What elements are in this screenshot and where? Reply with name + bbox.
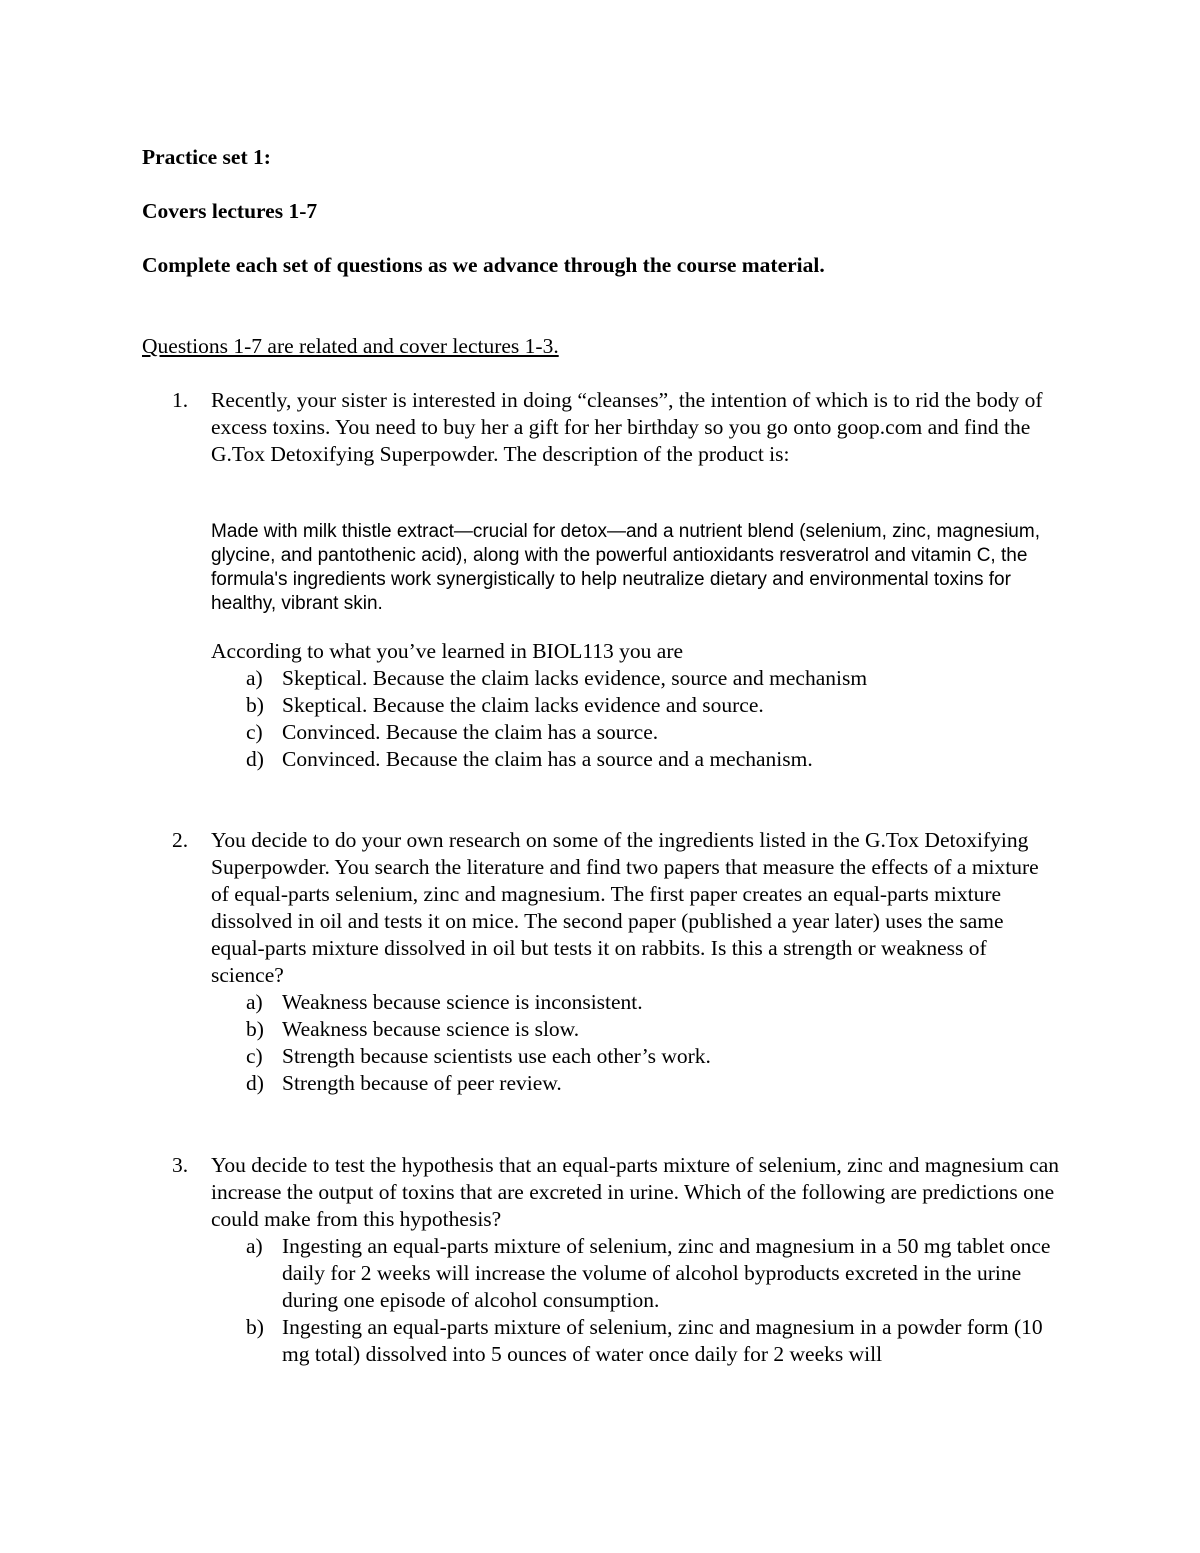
option-letter: a): [246, 1234, 263, 1258]
option-d[interactable]: [246, 1070, 1066, 1097]
question-text: Recently, your sister is interested in doing “cleanses”, the intention of which is to rid the body of excess toxins. You need to buy her a gift for her birthday so you go onto goop.com and find the G.Tox Detoxifying Superpowder. The description of the product is:: [211, 388, 1043, 466]
section-title: Questions 1-7 are related and cover lectures 1-3.: [142, 334, 559, 358]
coverage-line: Covers lectures 1-7: [142, 199, 318, 223]
question-number: 3.: [172, 1153, 189, 1177]
option-letter: b): [246, 1017, 264, 1041]
option-text: Skeptical. Because the claim lacks evidence, source and mechanism: [282, 666, 868, 690]
option-text: Weakness because science is slow.: [282, 1017, 580, 1041]
question-number: 1.: [172, 388, 189, 412]
option-text: Ingesting an equal-parts mixture of selenium, zinc and magnesium in a 50 mg tablet once daily for 2 weeks will increase the volume of alcohol byproducts excreted in the urine during one episode of alcohol consumption.: [282, 1234, 1051, 1312]
option-c[interactable]: [246, 1043, 1066, 1070]
option-text: Convinced. Because the claim has a source.: [282, 720, 659, 744]
option-letter: a): [246, 666, 263, 690]
option-letter: a): [246, 990, 263, 1014]
question-text: You decide to test the hypothesis that an equal-parts mixture of selenium, zinc and magnesium can increase the output of toxins that are excreted in urine. Which of the following are predictions one could make from this hypothesis?: [211, 1153, 1060, 1231]
option-letter: c): [246, 720, 263, 744]
option-text: Weakness because science is inconsistent.: [282, 990, 643, 1014]
option-letter: d): [246, 747, 264, 771]
question-text: You decide to do your own research on some of the ingredients listed in the G.Tox Detoxifying Superpowder. You search the literature and find two papers that measure the effects of a mixture of equal-parts selenium, zinc and magnesium. The first paper creates an equal-parts mixture dissolved in oil and tests it on mice. The second paper (published a year later) uses the same equal-parts mixture dissolved in oil but tests it on rabbits. Is this a strength or weakness of science?: [211, 828, 1039, 987]
option-c[interactable]: [246, 719, 1066, 746]
option-b[interactable]: [246, 1314, 1066, 1368]
option-text: Strength because of peer review.: [282, 1071, 562, 1095]
question-number: 2.: [172, 828, 189, 852]
practice-set-title: Practice set 1:: [142, 145, 271, 169]
option-text: Convinced. Because the claim has a source and a mechanism.: [282, 747, 813, 771]
option-b[interactable]: [246, 692, 1066, 719]
option-letter: d): [246, 1071, 264, 1095]
option-text: Skeptical. Because the claim lacks evidence and source.: [282, 693, 764, 717]
instruction-line: Complete each set of questions as we advance through the course material.: [142, 253, 825, 277]
option-text: Ingesting an equal-parts mixture of selenium, zinc and magnesium in a powder form (10 mg total) dissolved into 5 ounces of water once daily for 2 weeks will: [282, 1315, 1043, 1366]
option-b[interactable]: [246, 1016, 1066, 1043]
option-letter: b): [246, 1315, 264, 1339]
option-letter: c): [246, 1044, 263, 1068]
question-prompt: According to what you’ve learned in BIOL113 you are: [211, 639, 684, 663]
option-a[interactable]: [246, 1233, 1066, 1314]
option-a[interactable]: [246, 989, 1066, 1016]
option-a[interactable]: [246, 665, 1066, 692]
option-d[interactable]: [246, 746, 1066, 773]
option-letter: b): [246, 693, 264, 717]
product-description-quote: Made with milk thistle extract—crucial for detox—and a nutrient blend (selenium, zinc, magnesium, glycine, and pantothenic acid), along with the powerful antioxidants resveratrol and vitamin C, the formula's ingredients work synergistically to help neutralize dietary and environmental toxins for healthy, vibrant skin.: [211, 521, 1040, 614]
option-text: Strength because scientists use each other’s work.: [282, 1044, 711, 1068]
